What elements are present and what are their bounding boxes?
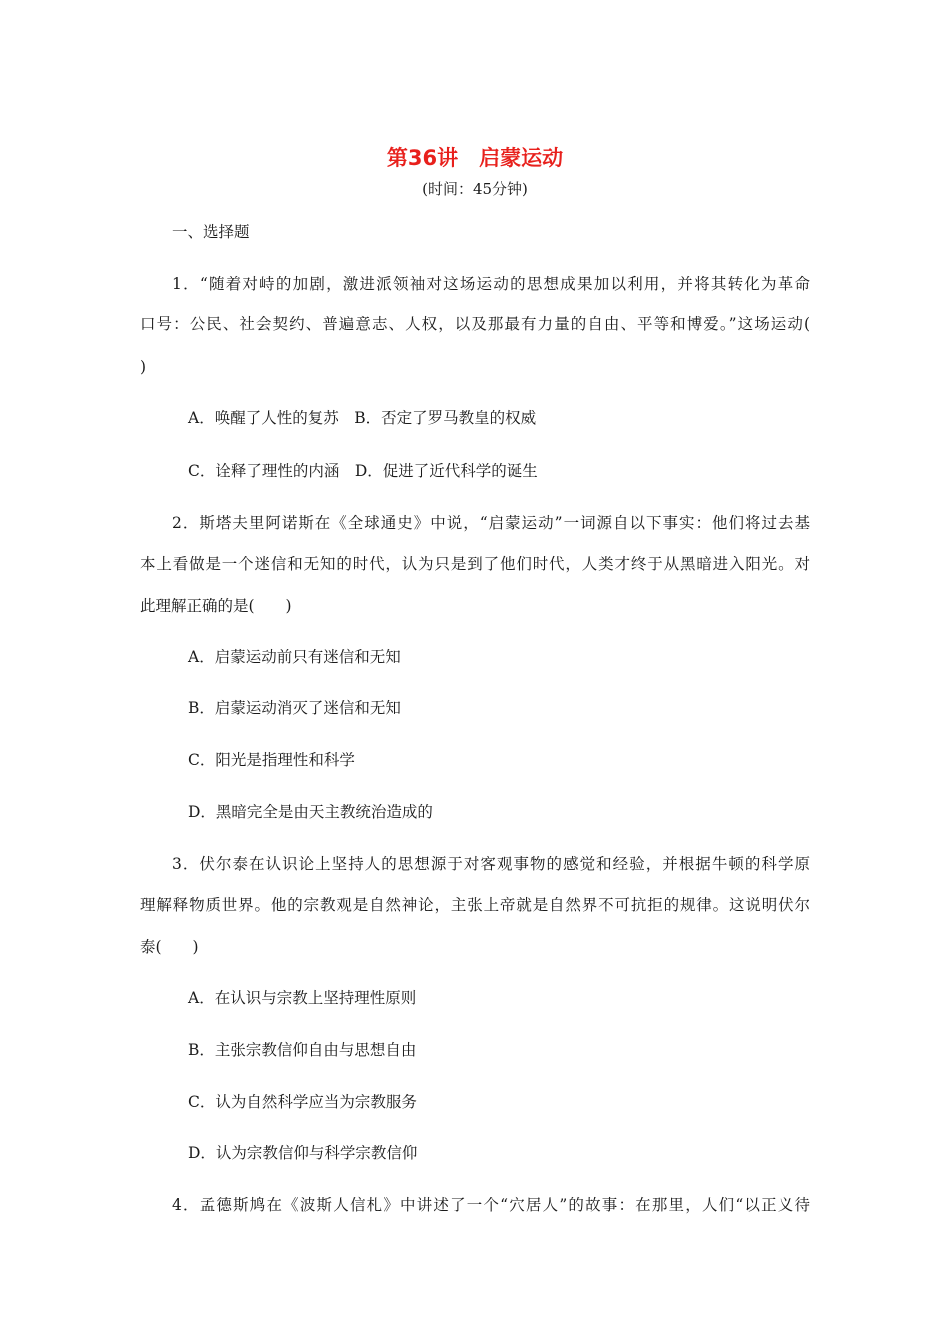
- q4-line-1: 4．孟德斯鸠在《波斯人信札》中讲述了一个“穴居人”的故事：在那里，人们“以正义待: [172, 1196, 810, 1214]
- q2-line-3: 此理解正确的是( ): [140, 597, 292, 615]
- q1-options-ab: A．唤醒了人性的复苏 B．否定了罗马教皇的权威: [188, 409, 537, 427]
- q1-line-3: ): [140, 358, 147, 376]
- q2-option-c: C．阳光是指理性和科学: [188, 751, 355, 769]
- q3-option-c: C．认为自然科学应当为宗教服务: [188, 1093, 417, 1111]
- time-note: (时间：45分钟): [422, 180, 528, 198]
- q3-option-d: D．认为宗教信仰与科学宗教信仰: [188, 1144, 418, 1162]
- section-heading: 一、选择题: [172, 223, 250, 241]
- q3-line-3: 泰( ): [140, 938, 199, 956]
- q1-options-cd: C．诠释了理性的内涵 D．促进了近代科学的诞生: [188, 462, 538, 480]
- q2-option-a: A．启蒙运动前只有迷信和无知: [188, 648, 401, 666]
- q2-line-2: 本上看做是一个迷信和无知的时代，认为只是到了他们时代，人类才终于从黑暗进入阳光。对: [140, 555, 810, 573]
- q1-line-2: 口号：公民、社会契约、普遍意志、人权，以及那最有力量的自由、平等和博爱。”这场运动(: [140, 315, 810, 333]
- q2-option-d: D．黑暗完全是由天主教统治造成的: [188, 803, 433, 821]
- q3-option-a: A．在认识与宗教上坚持理性原则: [188, 989, 417, 1007]
- q1-line-1: 1．“随着对峙的加剧，激进派领袖对这场运动的思想成果加以利用，并将其转化为革命: [172, 275, 810, 293]
- page-title: 第36讲 启蒙运动: [386, 146, 564, 170]
- q2-line-1: 2．斯塔夫里阿诺斯在《全球通史》中说，“启蒙运动”一词源自以下事实：他们将过去基: [172, 514, 810, 532]
- q2-option-b: B．启蒙运动消灭了迷信和无知: [188, 699, 401, 717]
- q3-line-2: 理解释物质世界。他的宗教观是自然神论，主张上帝就是自然界不可抗拒的规律。这说明伏尔: [140, 896, 810, 914]
- q3-option-b: B．主张宗教信仰自由与思想自由: [188, 1041, 417, 1059]
- q3-line-1: 3．伏尔泰在认识论上坚持人的思想源于对客观事物的感觉和经验，并根据牛顿的科学原: [172, 855, 810, 873]
